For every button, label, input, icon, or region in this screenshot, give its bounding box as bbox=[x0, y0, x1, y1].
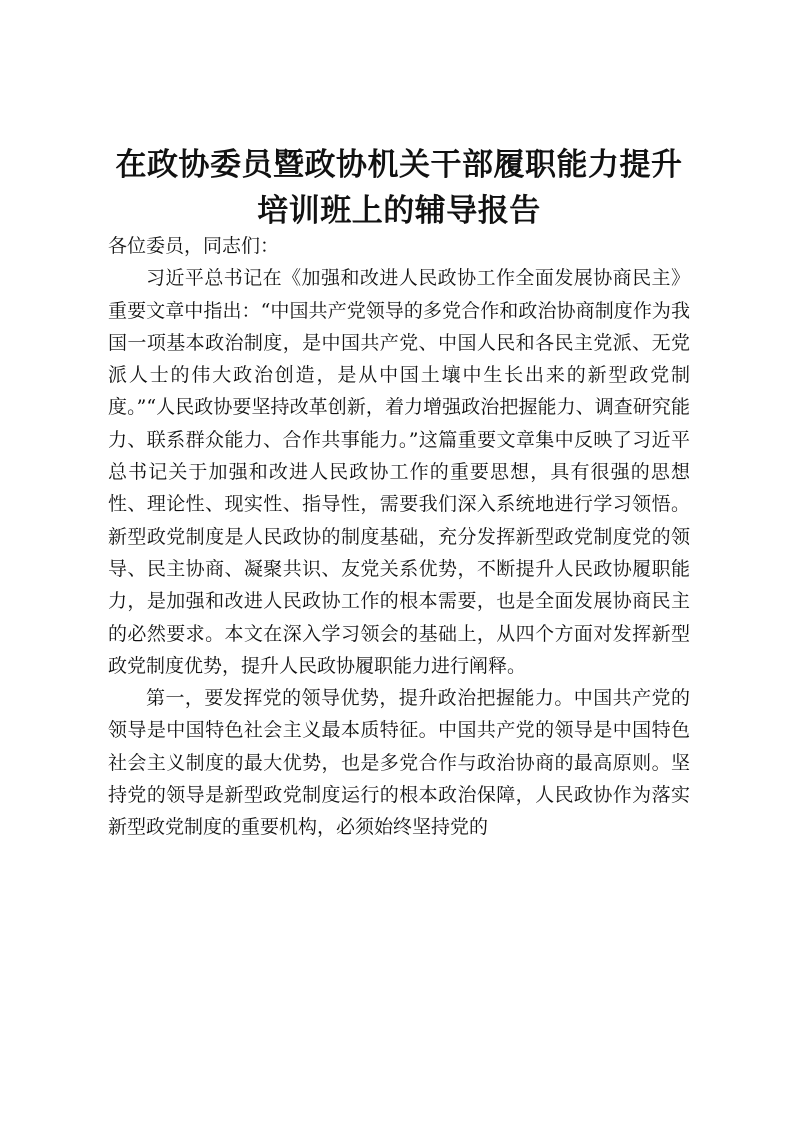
greeting-line: 各位委员，同志们： bbox=[108, 235, 280, 257]
document-body bbox=[108, 230, 690, 844]
document-title: 在政协委员暨政协机关干部履职能力提升培训班上的辅导报告 bbox=[115, 147, 683, 229]
paragraph-first-point: 第一，要发挥党的领导优势，提升政治把握能力。中国共产党的领导是中国特色社会主义最本质特征。中国共产党的领导是中国特色社会主义制度的最大优势，也是多党合作与政治协商的最高原则。坚持党的领导是新型政党制度运行的根本政治保障，人民政协作为落实新型政党制度的重要机构，必须始终坚持党的 bbox=[108, 687, 690, 839]
paragraph-intro: 习近平总书记在《加强和改进人民政协工作全面发展协商民主》重要文章中指出：“中国共产党领导的多党合作和政治协商制度作为我国一项基本政治制度，是中国共产党、中国人民和各民主党派、无党派人士的伟大政治创造，是从中国土壤中生长出来的新型政党制度。”“人民政协要坚持改革创新，着力增强政治把握能力、调查研究能力、联系群众能力、合作共事能力。”这篇重要文章集中反映了习近平总书记关于加强和改进人民政协工作的重要思想，具有很强的思想性、理论性、现实性、指导性，需要我们深入系统地进行学习领悟。新型政党制度是人民政协的制度基础，充分发挥新型政党制度党的领导、民主协商、凝聚共识、友党关系优势，不断提升人民政协履职能力，是加强和改进人民政协工作的根本需要，也是全面发展协商民主的必然要求。本文在深入学习领会的基础上，从四个方面对发挥新型政党制度优势，提升人民政协履职能力进行阐释。 bbox=[108, 267, 690, 677]
